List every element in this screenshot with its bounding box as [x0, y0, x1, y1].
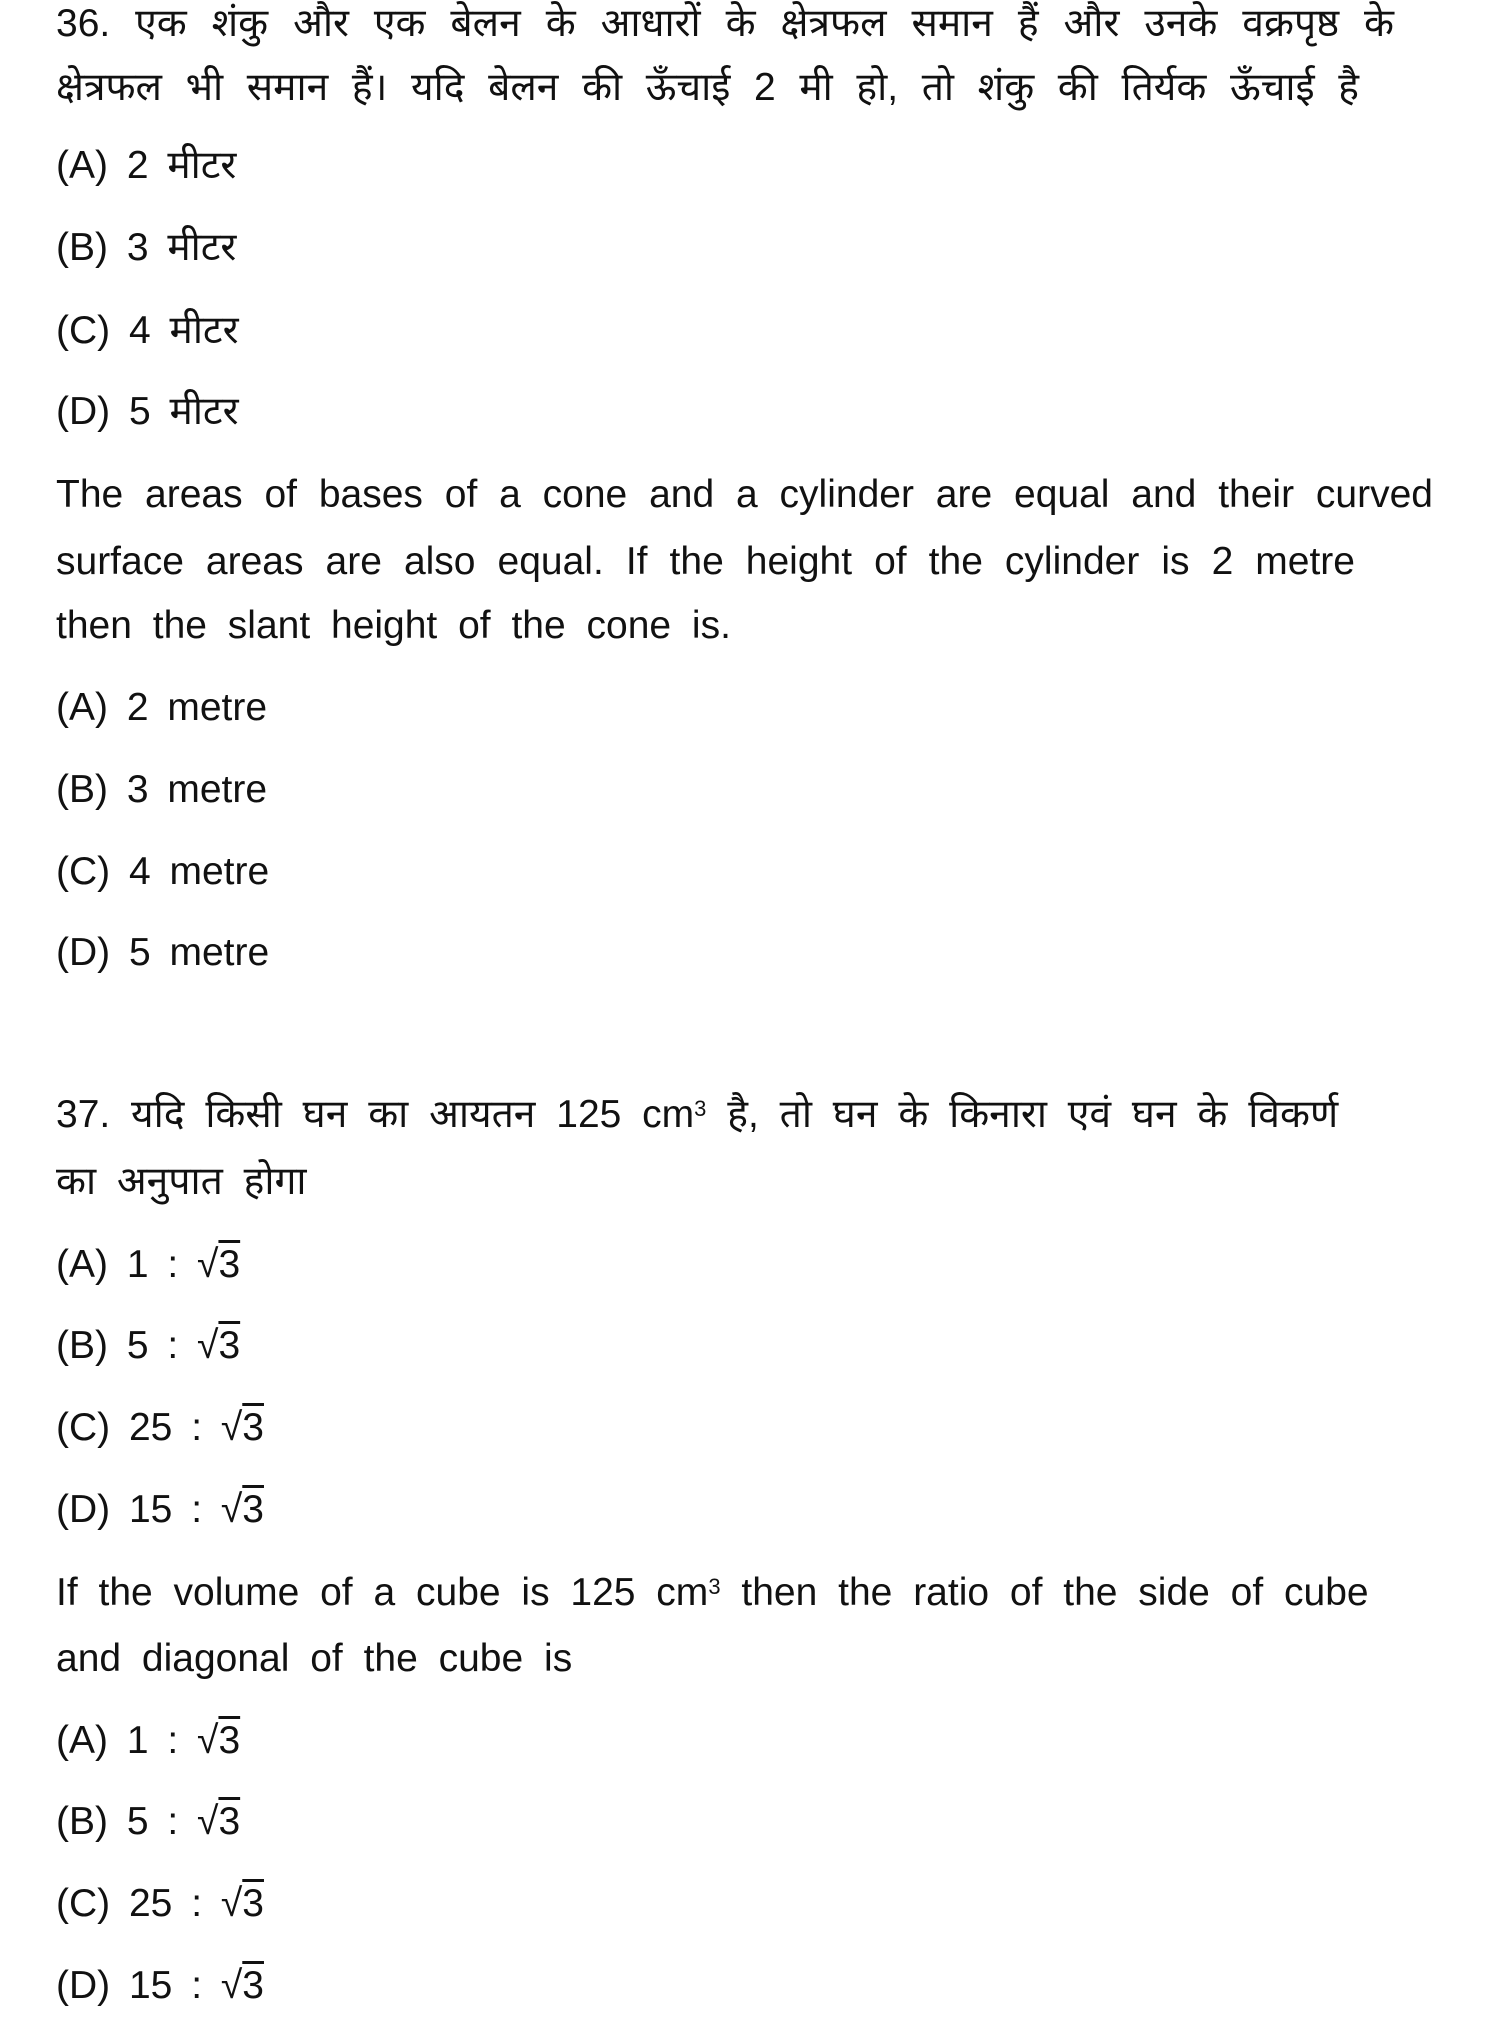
q37-english-option-d	[56, 1962, 264, 2010]
q37-hindi-text: 37. यदि किसी घन का आयतन 125 cm	[56, 1093, 695, 1136]
option-text: (D) 15 :	[56, 1964, 221, 2007]
option-text: (C) 25 :	[56, 1882, 221, 1925]
sqrt-symbol: √3	[220, 1488, 264, 1531]
q36-english-option-c: (C) 4 metre	[56, 850, 270, 893]
q36-hindi-option-a: (A) 2 मीटर	[56, 144, 237, 187]
option-text: (B) 5 :	[56, 1800, 198, 1843]
q36-english-line-1: The areas of bases of a cone and a cylinder are equal and their curved	[56, 473, 1433, 516]
sqrt-symbol: √3	[220, 1964, 264, 2007]
superscript: 3	[708, 1574, 721, 1599]
q37-hindi-option-d	[56, 1486, 264, 1534]
option-text: (A) 1 :	[56, 1243, 198, 1286]
option-text: (D) 15 :	[56, 1488, 221, 1531]
option-text: (C) 25 :	[56, 1406, 221, 1449]
q37-hindi-line-1	[56, 1091, 1338, 1139]
q36-english-line-2: surface areas are also equal. If the height of the cylinder is 2 metre	[56, 540, 1355, 583]
q37-english-text: If the volume of a cube is 125 cm	[56, 1571, 709, 1614]
sqrt-symbol: √3	[197, 1800, 241, 1843]
q37-english-line-2: and diagonal of the cube is	[56, 1637, 573, 1680]
q37-english-option-b	[56, 1798, 240, 1846]
q37-hindi-option-a	[56, 1241, 240, 1289]
q37-hindi-option-c	[56, 1404, 264, 1452]
q37-hindi-option-b	[56, 1322, 240, 1370]
q37-hindi-line-2: का अनुपात होगा	[56, 1160, 307, 1203]
q37-hindi-text-end: है, तो घन के किनारा एवं घन के विकर्ण	[706, 1093, 1339, 1136]
sqrt-symbol: √3	[220, 1406, 264, 1449]
superscript: 3	[694, 1096, 707, 1121]
sqrt-symbol: √3	[220, 1882, 264, 1925]
q36-english-option-d: (D) 5 metre	[56, 931, 270, 974]
option-text: (A) 1 :	[56, 1719, 198, 1762]
q37-english-option-a	[56, 1717, 240, 1765]
sqrt-symbol: √3	[197, 1324, 241, 1367]
q36-english-line-3: then the slant height of the cone is.	[56, 604, 731, 647]
q36-hindi-line-2: क्षेत्रफल भी समान हैं। यदि बेलन की ऊँचाई 2 मी हो, तो शंकु की तिर्यक ऊँचाई है	[56, 66, 1359, 109]
q36-english-option-a: (A) 2 metre	[56, 686, 268, 729]
sqrt-symbol: √3	[197, 1719, 241, 1762]
q37-english-option-c	[56, 1880, 264, 1928]
q37-english-line-1	[56, 1569, 1369, 1617]
option-text: (B) 5 :	[56, 1324, 198, 1367]
q36-english-option-b: (B) 3 metre	[56, 768, 268, 811]
q36-hindi-option-d: (D) 5 मीटर	[56, 390, 239, 433]
sqrt-symbol: √3	[197, 1243, 241, 1286]
q36-hindi-option-c: (C) 4 मीटर	[56, 309, 239, 352]
q37-english-text-end: then the ratio of the side of cube	[720, 1571, 1369, 1614]
q36-hindi-line-1: 36. एक शंकु और एक बेलन के आधारों के क्षेत्रफल समान हैं और उनके वक्रपृष्ठ के	[56, 2, 1394, 45]
q36-hindi-option-b: (B) 3 मीटर	[56, 226, 237, 269]
